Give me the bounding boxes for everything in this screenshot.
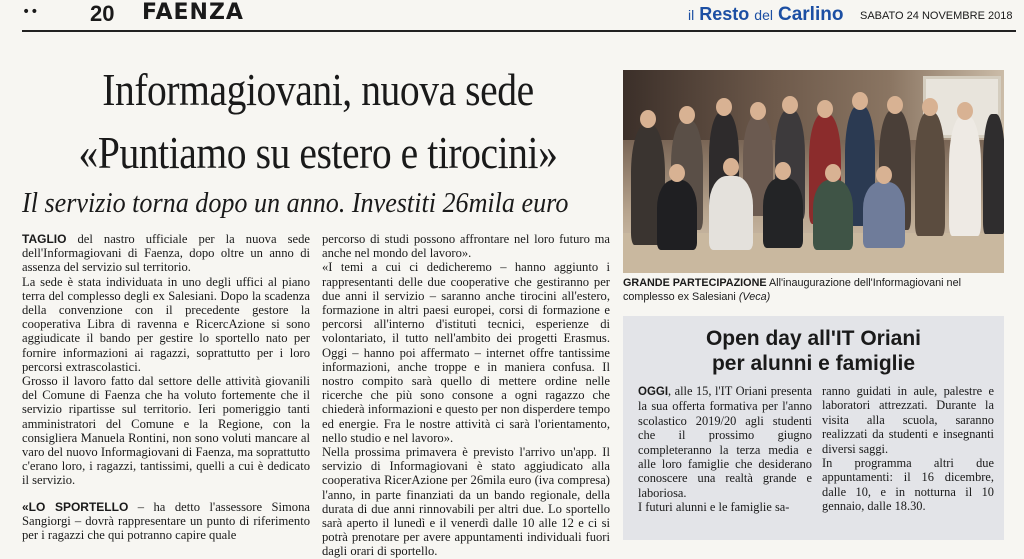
article-paragraph — [22, 232, 310, 275]
photo-person-head — [817, 100, 833, 118]
lead-word: TAGLIO — [22, 232, 67, 246]
logo-del: del — [754, 7, 773, 23]
article-paragraph: «I temi a cui ci dedicheremo – hanno aggiunto i rappresentanti delle due cooperative che gestiranno per due anni il servizio – saranno anche tirocini all'estero, formazione in altri paesi europei, corsi di formazione e percorsi all'interno d'istituti tecnici, esperienze di volontariato, il tutto nell'ambito dei progetti Erasmus. Oggi – hanno poi affermato – internet offre tantissime informazioni, anche troppe e in maniera confusa. Il nostro compito sarà quello di mettere ordine nelle ricerche che più sono consone a ogni ragazzo che chiederà informazioni e questo per non disperdere tempo ed energie. Fra le nostre attività ci sarà l'orientamento, nello studio e nel lavoro». — [322, 260, 610, 445]
lead-word: OGGI — [638, 386, 669, 398]
openday-paragraph: I futuri alunni e le famiglie sa- — [638, 500, 790, 515]
issue-date: SABATO 24 NOVEMBRE 2018 — [860, 10, 1013, 22]
photo-person — [983, 114, 1004, 234]
article-paragraph: La sede è stata individuata in uno degli uffici al piano terra del complesso degli ex Salesiani. Dopo la scadenza della convenzione con il precedente gestore la cooperativa Libra di ravenna e RicercAzione si sono aggiudicate il bando per gestire lo sportello nato per fornire informazioni ai ragazzi, soprattutto per i loro percorsi extrascolastici. — [22, 274, 310, 374]
photo-person — [657, 180, 697, 250]
photo-person — [863, 182, 905, 248]
openday-paragraph: ranno guidati in aule, palestre e laboratori attrezzati. Durante la visita alla scuola, saranno realizzati da studenti e insegnanti diversi saggi. — [822, 384, 994, 456]
paragraph-gap — [22, 488, 310, 500]
photo-person-head — [876, 166, 892, 184]
headline-line-2: «Puntiamo su estero e tirocini» — [78, 127, 558, 178]
photo-person — [813, 180, 853, 250]
openday-title-line-2: per alunni e famiglie — [711, 352, 916, 375]
photo-person — [709, 176, 753, 250]
lead-word: «LO SPORTELLO — [22, 499, 129, 514]
paragraph-text: del nastro ufficiale per la nuova sede dell'Informagiovani di Faenza, dopo oltre un anno di assenza del servizio sul territorio. — [22, 232, 310, 275]
newspaper-logo — [688, 4, 843, 26]
group-photo — [623, 70, 1004, 273]
photo-person — [949, 116, 981, 236]
openday-column-2 — [822, 384, 994, 514]
photo-credit: (Veca) — [738, 291, 771, 303]
photo-person-head — [750, 102, 766, 120]
article-column-1 — [22, 232, 310, 542]
article-paragraph: percorso di studi possono affrontare nel loro futuro ma anche nel mondo del lavoro». — [322, 232, 610, 261]
photo-person-head — [775, 162, 791, 180]
openday-box — [623, 316, 1004, 540]
photo-caption — [623, 276, 1004, 304]
photo-person-head — [825, 164, 841, 182]
caption-text: All'inaugurazione dell'Informagiovani nel complesso ex Salesiani — [623, 277, 961, 303]
article-column-2 — [322, 232, 610, 559]
openday-title — [623, 326, 1004, 376]
photo-person-head — [782, 96, 798, 114]
caption-bold: GRANDE PARTECIPAZIONE — [623, 277, 767, 289]
paragraph-text: , alle 15, l'IT Oriani presenta la sua offerta formativa per l'anno scolastico 2019/20 agli studenti che il prossimo giugno completeranno la terza media e alle loro famiglie che desiderano conoscere una realtà grande e laboriosa. — [638, 384, 812, 500]
logo-carlino: Carlino — [777, 4, 844, 25]
logo-resto: Resto — [699, 4, 750, 24]
paragraph-text: – ha detto l'assessore Simona Sangiorgi – dovrà rappresentare un punto di riferimento per i ragazzi che qui potranno capire quale — [22, 499, 310, 543]
headline-line-1: Informagiovani, nuova sede — [102, 64, 534, 115]
photo-person-head — [723, 158, 739, 176]
photo-person-head — [887, 96, 903, 114]
openday-paragraph: In programma altri due appuntamenti: il 16 dicembre, dalle 10, e in notturna il 10 gennaio, dalle 18.30. — [822, 456, 994, 514]
photo-person — [763, 178, 803, 248]
openday-paragraph — [638, 384, 812, 500]
openday-column-1 — [638, 384, 812, 515]
photo-person-head — [957, 102, 973, 120]
photo-person-head — [716, 98, 732, 116]
logo-il: il — [688, 7, 695, 23]
header-rule — [22, 30, 1016, 32]
subheadline: Il servizio torna dopo un anno. Investiti 26mila euro — [22, 187, 569, 219]
photo-person-head — [640, 110, 656, 128]
page-marker-dots: •• — [22, 4, 39, 20]
photo-person-head — [922, 98, 938, 116]
article-paragraph: Grosso il lavoro fatto dal settore delle attività giovanili del Comune di Faenza che ha voluto fortemente che il servizio ripartisse sul territorio. Ieri pomeriggio tanti amministratori del Comune e la Regione, con la consigliera Manuela Rontini, non sono voluti mancare al varo del nuovo Informagiovani di Faenza, ma soprattutto c'erano loro, i ragazzi, tantissimi, quelli a cui è dedicato il servizio. — [22, 374, 310, 488]
page-number: 20 — [90, 1, 115, 26]
article-paragraph — [22, 500, 310, 543]
article-paragraph: Nella prossima primavera è previsto l'arrivo un'app. Il servizio di Informagiovani è stato aggiudicato alla cooperativa RicerAzione per 26mila euro (iva compresa) l'anno, in parte finanziati da un bando regionale, della durata di due anni rinnovabili per altri due. Lo sportello sarà aperto il lunedì e il venerdì dalle 10 alle 12 e ci si potrà prenotare per avere appuntamenti individuali fuori dagli orari di sportello. — [322, 445, 610, 559]
photo-person-head — [669, 164, 685, 182]
openday-title-line-1: Open day all'IT Oriani — [705, 327, 922, 350]
photo-person-head — [679, 106, 695, 124]
section-title: FAENZA — [142, 0, 244, 25]
photo-person-head — [852, 92, 868, 110]
photo-person — [915, 112, 945, 236]
